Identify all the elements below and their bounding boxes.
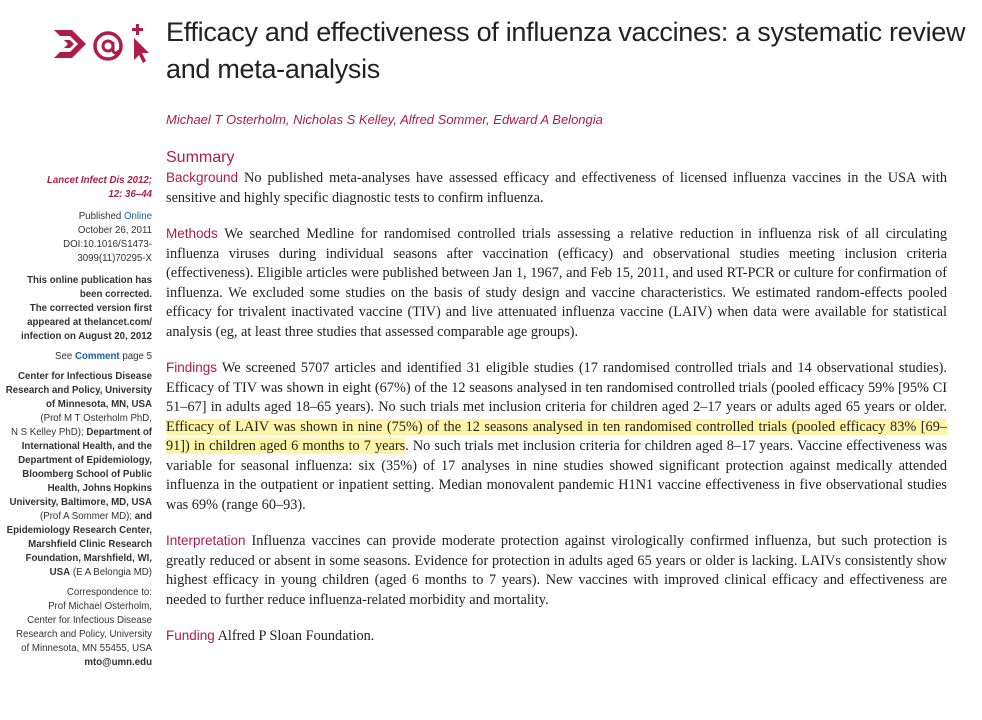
see-page: page 5 (122, 351, 152, 362)
affil-line: International Health, and the (21, 441, 152, 452)
affil-line: (Prof M T Osterholm PhD, (40, 413, 152, 424)
findings-paragraph (166, 358, 947, 515)
affil-line: Bloomberg School of Public (22, 469, 152, 480)
methods-text: We searched Medline for randomised controlled trials assessing a relative reduction in influenza risk of all circulating influenza viruses during individual seasons after vaccination (efficacy) and observational studies meeting inclusion criteria (effectiveness). Eligible articles were published between Jan 1, 1967, and Feb 15, 2011, and used RT-PCR or culture for confirmation of influenza. We excluded some studies on the basis of study design and vaccine characteristics. We estimated random-effects pooled efficacy for trivalent inactivated vaccine (TIV) and live attenuated influenza vaccine (LAIV) when data were available for statistical analysis (eg, at least three studies that assessed comparable age groups). (166, 226, 947, 340)
correction-line: infection on August 20, 2012 (21, 331, 152, 342)
interpretation-paragraph (166, 531, 947, 610)
findings-highlight: Efficacy of LAIV was shown in nine (75%) of the 12 seasons analysed in ten randomised controlled trials (pooled efficacy 83% [69–91]) in children aged 6 months to 7 years (166, 418, 947, 454)
funding-text: Alfred P Sloan Foundation. (217, 628, 375, 644)
citation-volume: 12: 36–44 (108, 189, 152, 200)
published-label: Published (78, 211, 122, 222)
background-label: Background (166, 170, 239, 185)
background-paragraph (166, 168, 947, 208)
doi-line-2: 3099(11)70295-X (77, 253, 152, 264)
affil-line: (Prof A Sommer MD); (40, 511, 133, 522)
correction-line: been corrected. (79, 289, 152, 300)
correction-notice (0, 274, 152, 344)
affil-line: and (134, 511, 152, 522)
correspondence-line: of Minnesota, MN 55455, USA (21, 643, 152, 654)
correction-line: appeared at thelancet.com/ (27, 317, 152, 328)
funding-paragraph (166, 626, 947, 647)
online-link[interactable]: Online (123, 211, 152, 222)
affil-line: of Minnesota, MN, USA (45, 399, 152, 410)
comment-link[interactable]: Comment (74, 351, 120, 362)
summary-section (166, 148, 947, 663)
email-link[interactable]: mto@umn.edu (84, 657, 152, 668)
affil-line: Center for Infectious Disease (17, 371, 152, 382)
author-list: Michael T Osterholm, Nicholas S Kelley, Alfred Sommer, Edward A Belongia (166, 112, 603, 127)
summary-heading: Summary (166, 149, 235, 166)
cursor-spark-icon (132, 24, 149, 63)
affil-line: USA (49, 567, 71, 578)
findings-label: Findings (166, 360, 218, 375)
correction-line: This online publication has (27, 275, 152, 286)
affil-line: Research and Policy, University (5, 385, 152, 396)
citation-line: Lancet Infect Dis 2012; (47, 175, 152, 186)
affil-line: (E A Belongia MD) (72, 567, 152, 578)
interpretation-label: Interpretation (166, 533, 246, 548)
correspondence-line: Prof Michael Osterholm, (48, 601, 152, 612)
affil-line: N S Kelley PhD); (10, 427, 84, 438)
correspondence-line: Center for Infectious Disease (27, 615, 152, 626)
published-line (0, 210, 152, 224)
methods-paragraph (166, 224, 947, 342)
interpretation-text: Influenza vaccines can provide moderate protection against virologically confirmed influenza, but such protection is greatly reduced or absent in some seasons. Evidence for protection in adults aged 65 years or older is lacking. LAIVs consistently show highest efficacy in young children (aged 6 months to 7 years). New vaccines with improved clinical efficacy and effectiveness are needed to further reduce influenza-related morbidity and mortality. (166, 533, 948, 608)
background-text: No published meta-analyses have assessed efficacy and effectiveness of licensed influenza vaccines in the USA with sensitive and highly specific diagnostic tests to confirm influenza. (166, 170, 947, 206)
findings-text-cont: . No such trials met inclusion criteria for children aged 8–17 years. Vaccine effectiveness was variable for seasonal influenza: six (35%) of 17 analyses in nine studies showed significant protection against medically attended influenza in the outpatient or inpatient setting. Median monovalent pandemic H1N1 vaccine effectiveness in five observational studies was 69% (range 60–93). (166, 438, 948, 513)
at-sign-icon (95, 33, 121, 59)
see-label: See (55, 351, 73, 362)
see-comment (0, 350, 152, 364)
affil-line: University, Baltimore, MD, USA (9, 497, 152, 508)
methods-label: Methods (166, 226, 218, 241)
correspondence-line: Correspondence to: (66, 587, 152, 598)
affil-line: Department of Epidemiology, (18, 455, 152, 466)
doi-line-1: DOI:10.1016/S1473- (63, 239, 152, 250)
affiliations (0, 370, 152, 580)
sidebar (0, 174, 152, 670)
correspondence-line: Research and Policy, University (15, 629, 152, 640)
journal-logo (52, 24, 158, 64)
affil-line: Epidemiology Research Center, (6, 525, 152, 536)
affil-line: Foundation, Marshfield, WI, (25, 553, 152, 564)
funding-label: Funding (166, 628, 215, 643)
findings-text: We screened 5707 articles and identified 31 eligible studies (17 randomised controlled trials and 14 observational studies). Efficacy of TIV was shown in eight (67%) of the 12 seasons analysed in ten randomised controlled trials (pooled efficacy 59% [95% CI 51–67] in adults aged 18–65 years). No such trials met inclusion criteria for children aged 2–17 years or adults aged 65 years or older. (166, 360, 947, 415)
published-date: October 26, 2011 (77, 225, 152, 236)
affil-line: Department of (86, 427, 152, 438)
affil-line: Marshfield Clinic Research (28, 539, 152, 550)
affil-line: Health, Johns Hopkins (47, 483, 152, 494)
arrow-logo-icon (54, 30, 86, 58)
article-title: Efficacy and effectiveness of influenza vaccines: a systematic review and meta-analysis (166, 17, 966, 84)
correction-line: The corrected version first (29, 303, 152, 314)
correspondence (0, 586, 152, 670)
